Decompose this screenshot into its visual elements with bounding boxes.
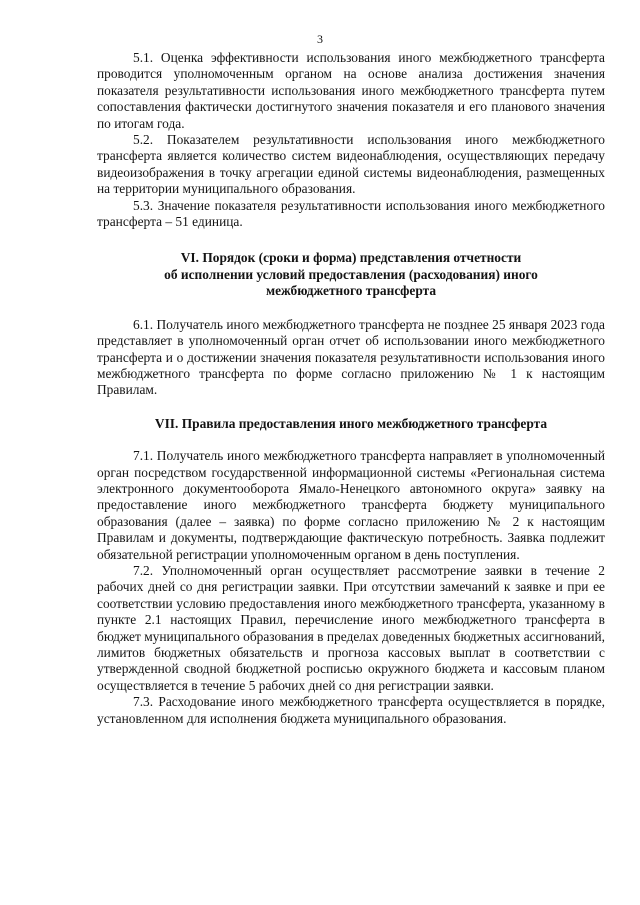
paragraph-7-2: 7.2. Уполномоченный орган осуществляет рассмотрение заявки в течение 2 рабочих дней со дня регистрации заявки. При отсутствии замечаний к заявке и при ее соответствии условию предоставления иного межбюджетного трансферта, указанному в пункте 2.1 настоящих Правил, перечисление иного межбюджетного трансферта в бюджет муниципального образования в пределах доведенных бюджетных ассигнований, лимитов бюджетных обязательств и прогноза кассовых выплат в соответствии с утвержденной сводной бюджетной росписью окружного бюджета и кассовым планом осуществляется в течение 5 рабочих дней со дня регистрации заявки. [97, 562, 605, 693]
paragraph-7-1: 7.1. Получатель иного межбюджетного трансферта направляет в уполномоченный орган посредством государственной информационной системы «Региональная система электронного документооборота Ямало-Ненецкого автономного округа» заявку на предоставление иного межбюджетного трансферта бюджету муниципального образования (далее – заявка) по форме согласно приложению № 2 к настоящим Правилам и документы, подтверждающие фактическую потребность. Заявка подлежит обязательной регистрации уполномоченным органом в день поступления. [97, 448, 605, 562]
paragraph-5-1: 5.1. Оценка эффективности использования иного межбюджетного трансферта проводится уполномоченным органом на основе анализа достижения значения показателя результативности использования иного межбюджетного трансферта путем сопоставления фактически достигнутого значения показателя и его планового значения по итогам года. [97, 50, 605, 131]
paragraph-5-2: 5.2. Показателем результативности использования иного межбюджетного трансферта является количество систем видеонаблюдения, осуществляющих передачу видеоизображения в точку агрегации единой системы видеонаблюдения, размещенных на территории муниципального образования. [97, 132, 605, 197]
section-heading-6-line-1: VI. Порядок (сроки и форма) представления отчетности [180, 250, 522, 266]
section-heading-6-line-3: межбюджетного трансферта [265, 283, 437, 299]
section-heading-6 [97, 250, 605, 299]
section-heading-6-line-2: об исполнении условий предоставления (расходования) иного [164, 266, 538, 282]
paragraph-7-3: 7.3. Расходование иного межбюджетного трансферта осуществляется в порядке, установленном для исполнения бюджета муниципального образования. [97, 694, 605, 726]
paragraph-5-3: 5.3. Значение показателя результативности использования иного межбюджетного трансферта – 51 единица. [97, 197, 605, 230]
section-heading-7: VII. Правила предоставления иного межбюджетного трансферта [154, 415, 548, 431]
paragraph-6-1: 6.1. Получатель иного межбюджетного трансферта не позднее 25 января 2023 года представляет в уполномоченный орган отчет об использовании иного межбюджетного трансферта и о достижении значения показателя результативности использования иного межбюджетного трансферта по форме согласно приложению № 1 к настоящим Правилам. [97, 316, 605, 398]
page-number: 3 [317, 32, 323, 46]
document-body [97, 50, 605, 727]
